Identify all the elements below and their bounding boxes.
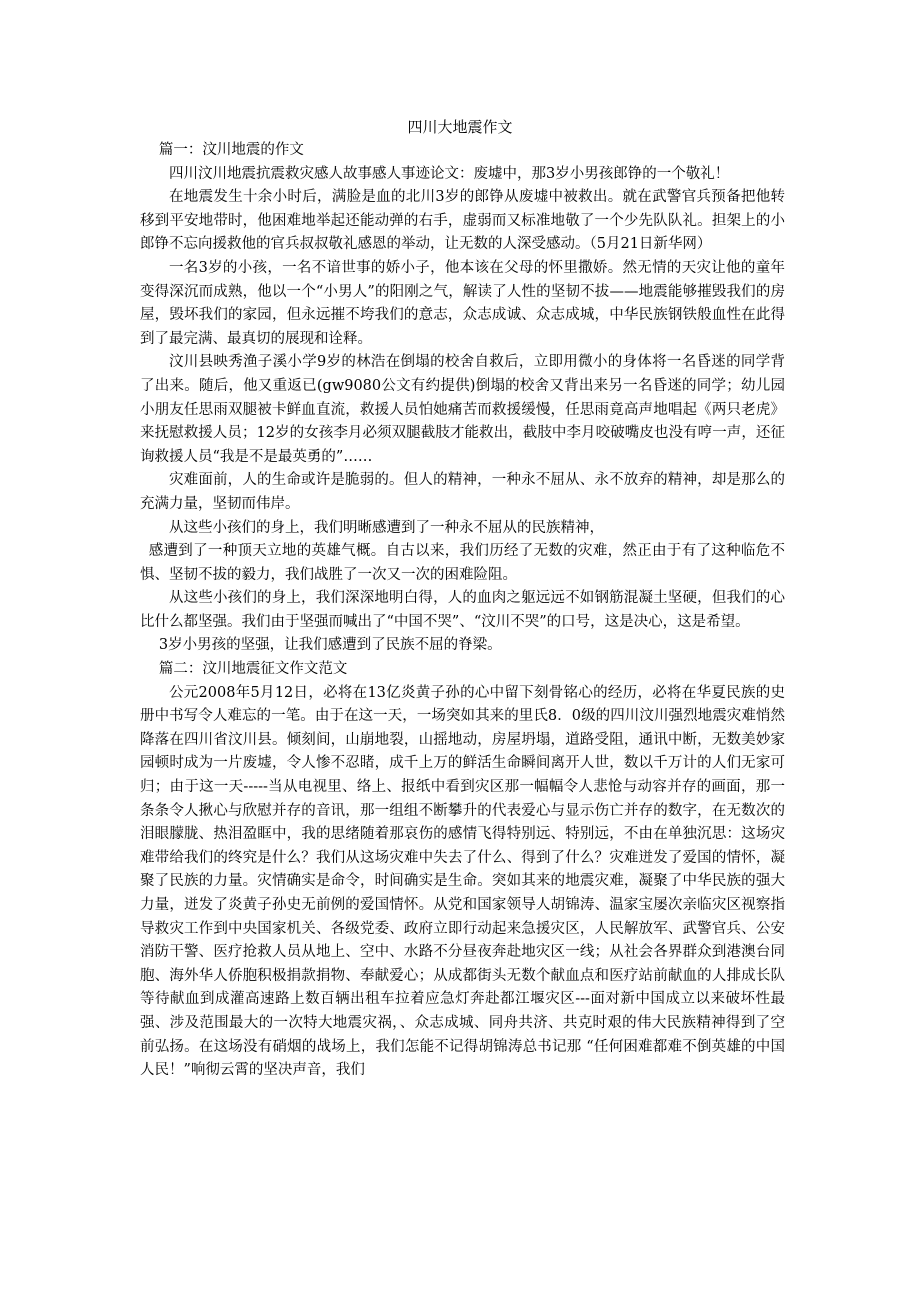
paragraph: 灾难面前，人的生命或许是脆弱的。但人的精神，一种永不屈从、永不放弃的精神，却是那么的充满力量，坚韧而伟岸。 <box>140 472 785 512</box>
paragraph: 感遭到了一种顶天立地的英雄气概。自古以来，我们历经了无数的灾难，然正由于有了这种临危不惧、坚韧不拔的毅力，我们战胜了一次又一次的困难险阻。 <box>140 543 785 583</box>
document-title: 四川大地震作文 <box>407 118 513 136</box>
paragraph: 从这些小孩们的身上，我们深深地明白得，人的血肉之躯远远不如钢筋混凝土坚硬，但我们的心比什么都坚强。我们由于坚强而喊出了“中国不哭”、“汶川不哭”的口号，这是决心，这是希望。 <box>140 590 785 630</box>
paragraph: 3岁小男孩的坚强，让我们感遭到了民族不屈的脊梁。 <box>158 637 502 654</box>
document-body <box>140 139 785 1083</box>
section-heading-1: 篇一：汶川地震的作文 <box>158 142 304 158</box>
paragraph: 汶川县映秀渔子溪小学9岁的林浩在倒塌的校舍自救后，立即用微小的身体将一名昏迷的同学背了出来。随后，他又重返已(gw9080公文有约提供)倒塌的校舍又背出来另一名昏迷的同学；幼儿园小朋友任思雨双腿被卡鲜血直流，救援人员怕她痛苦而救援缓慢，任思雨竟高声地唱起《两只老虎》来抚慰救援人员；12岁的女孩李月必须双腿截肢才能救出，截肢中李月咬破嘴皮也没有哼一声，还征询救援人员“我是不是最英勇的”…… <box>140 354 785 465</box>
paragraph: 一名3岁的小孩，一名不谙世事的娇小子，他本该在父母的怀里撒娇。然无情的天灾让他的童年变得深沉而成熟，他以一个“小男人”的阳刚之气，解读了人性的坚韧不拔——地震能够摧毁我们的房屋，毁坏我们的家园，但永远摧不垮我们的意志，众志成诚、众志成城，中华民族钢铁般血性在此得到了最完满、最真切的展现和诠释。 <box>140 259 785 347</box>
paragraph: 公元2008年5月12日，必将在13亿炎黄子孙的心中留下刻骨铭心的经历，必将在华夏民族的史册中书写令人难忘的一笔。由于在这一天，一场突如其来的里氏8．0级的四川汶川强烈地震灾难悄然降落在四川省汶川县。倾刻间，山崩地裂，山摇地动，房屋坍塌，道路受阻，通讯中断，无数美妙家园顿时成为一片废墟，令人惨不忍睹，成千上万的鲜活生命瞬间离开人世，数以千万计的人们无家可归；由于这一天-----当从电视里、络上、报纸中看到灾区那一幅幅令人悲怆与动容并存的画面，那一条条令人揪心与欣慰并存的音讯，那一组组不断攀升的代表爱心与显示伤亡并存的数字，在无数次的泪眼朦胧、热泪盈眶中，我的思绪随着那哀伤的感情飞得特别远、特别远，不由在单独沉思：这场灾难带给我们的终究是什么？我们从这场灾难中失去了什么、得到了什么？灾难迸发了爱国的情怀，凝聚了民族的力量。灾情确实是命令，时间确实是生命。突如其来的地震灾难，凝聚了中华民族的强大力量，迸发了炎黄子孙史无前例的爱国情怀。从党和国家领导人胡锦涛、温家宝屡次亲临灾区视察指导救灾工作到中央国家机关、各级党委、政府立即行动起来急援灾区，人民解放军、武警官兵、公安消防干警、医疗抢救人员从地上、空中、水路不分昼夜奔赴地灾区一线；从社会各界群众到港澳台同胞、海外华人侨胞积极捐款捐物、奉献爱心；从成都街头无数个献血点和医疗站前献血的人排成长队等待献血到成灌高速路上数百辆出租车拉着应急灯奔赴都江堰灾区---面对新中国成立以来破坏性最强、涉及范围最大的一次特大地震灾祸，、众志成城、同舟共济、共克时艰的伟大民族精神得到了空前弘扬。在这场没有硝烟的战场上，我们怎能不记得胡锦涛总书记那 “任何困难都难不倒英雄的中国人民！”响彻云霄的坚决声音，我们 <box>140 684 785 1079</box>
paragraph: 从这些小孩们的身上，我们明晰感遭到了一种永不屈从的民族精神， <box>169 519 604 536</box>
section-heading-2: 篇二：汶川地震征文作文范文 <box>158 661 348 678</box>
paragraph: 在地震发生十余小时后，满脸是血的北川3岁的郎铮从废墟中被救出。就在武警官兵预备把他转移到平安地带时，他困难地举起还能动弹的右手，虚弱而又标准地敬了一个少先队队礼。担架上的小郎铮不忘向援救他的官兵叔叔敬礼感恩的举动，让无数的人深受感动。（5月21日新华网） <box>140 189 785 253</box>
paragraph: 四川汶川地震抗震救灾感人故事感人事迹论文：废墟中，那3岁小男孩郎铮的一个敬礼！ <box>169 165 730 182</box>
